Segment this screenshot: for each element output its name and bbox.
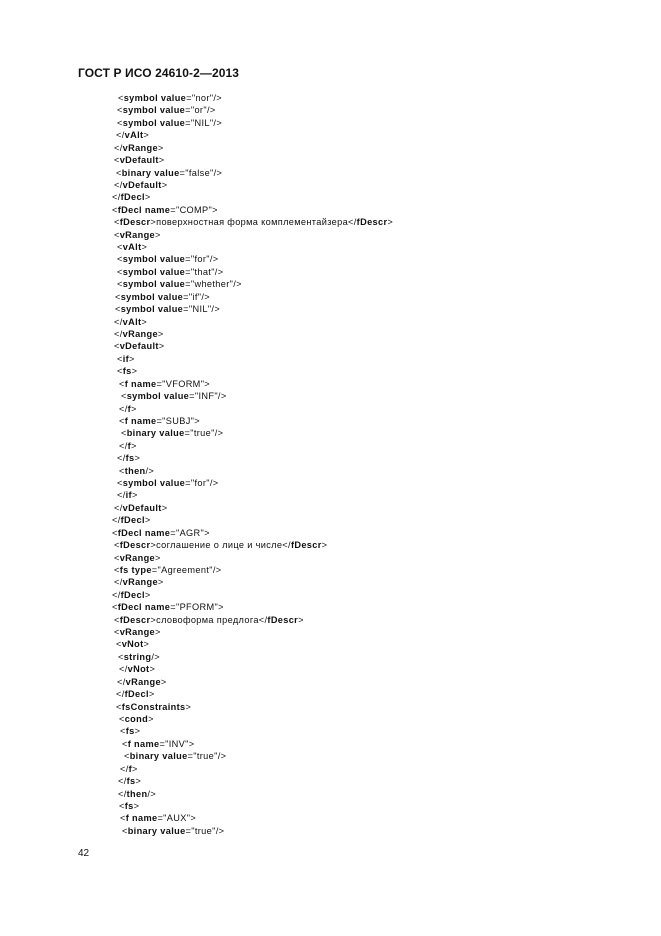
code-line bbox=[114, 142, 164, 154]
code-text: > bbox=[149, 664, 156, 675]
code-tag-name: fDecl name bbox=[117, 602, 171, 613]
code-text: < bbox=[116, 639, 122, 650]
code-tag-name: fDescr bbox=[119, 614, 151, 625]
code-line bbox=[117, 104, 216, 116]
code-tag-name: symbol value bbox=[120, 304, 184, 315]
code-text: < bbox=[120, 813, 126, 824]
code-tag-name: if bbox=[122, 353, 130, 364]
code-text: </ bbox=[119, 403, 128, 414]
code-text: < bbox=[117, 353, 123, 364]
code-text: > bbox=[148, 714, 154, 724]
code-tag-name: fDescr bbox=[356, 217, 388, 228]
code-tag-name: vRange bbox=[119, 229, 156, 240]
code-line bbox=[117, 489, 138, 501]
code-line bbox=[114, 229, 161, 241]
code-tag-name: symbol value bbox=[120, 291, 184, 302]
code-text: ="false"/> bbox=[179, 167, 223, 178]
code-line bbox=[116, 638, 149, 650]
code-text: ="INF"/> bbox=[189, 391, 227, 402]
code-line bbox=[121, 390, 227, 402]
code-text: </ bbox=[118, 776, 127, 787]
code-tag-name: symbol value bbox=[122, 105, 186, 116]
code-line bbox=[117, 253, 218, 265]
code-text: ="SUBJ"> bbox=[156, 415, 200, 426]
code-text: ="nor"/> bbox=[186, 93, 223, 103]
code-tag-name: vRange bbox=[122, 328, 158, 339]
code-text: > bbox=[134, 726, 141, 737]
code-line bbox=[122, 738, 194, 750]
code-text: < bbox=[124, 751, 130, 762]
code-line bbox=[116, 688, 155, 700]
code-line bbox=[117, 676, 167, 688]
code-text: > bbox=[131, 366, 138, 377]
code-tag-name: fDecl bbox=[120, 192, 145, 203]
code-text: > bbox=[129, 353, 135, 364]
code-tag-name: vRange bbox=[119, 627, 156, 638]
code-line bbox=[119, 663, 155, 675]
code-line bbox=[119, 800, 139, 812]
code-text: < bbox=[117, 279, 123, 290]
code-text: > bbox=[155, 229, 161, 240]
code-text: < bbox=[119, 714, 125, 724]
code-text: > bbox=[144, 515, 151, 526]
code-text: > bbox=[321, 540, 328, 551]
code-tag-name: vAlt bbox=[122, 242, 142, 253]
code-text: < bbox=[114, 614, 120, 625]
code-tag-name: symbol value bbox=[122, 279, 186, 290]
code-line bbox=[118, 651, 160, 663]
code-tag-name: cond bbox=[124, 714, 149, 724]
code-tag-name: fs bbox=[126, 776, 136, 787]
code-line bbox=[114, 564, 221, 576]
code-tag-name: binary value bbox=[127, 825, 186, 836]
code-line bbox=[118, 788, 156, 800]
code-tag-name: vRange bbox=[122, 142, 158, 153]
code-tag-name: fDescr bbox=[267, 614, 299, 625]
code-text: < bbox=[119, 378, 125, 389]
code-tag-name: f name bbox=[125, 813, 158, 824]
code-tag-name: fs bbox=[125, 453, 135, 464]
code-line bbox=[117, 477, 218, 489]
code-line bbox=[114, 502, 167, 514]
code-line bbox=[116, 701, 191, 713]
code-text: < bbox=[120, 726, 126, 737]
code-tag-name: symbol value bbox=[123, 93, 187, 103]
code-line bbox=[119, 465, 154, 477]
code-text: > bbox=[131, 490, 138, 501]
code-line bbox=[122, 825, 224, 837]
code-tag-name: f bbox=[128, 763, 133, 774]
code-text: ="whether"/> bbox=[185, 279, 242, 290]
code-line bbox=[114, 626, 161, 638]
code-tag-name: symbol value bbox=[122, 254, 186, 265]
code-tag-name: fs bbox=[125, 726, 135, 737]
code-text: < bbox=[117, 266, 123, 277]
code-text: < bbox=[121, 428, 127, 439]
code-text: < bbox=[115, 291, 121, 302]
code-tag-name: f name bbox=[127, 738, 160, 749]
code-text: ="true"/> bbox=[184, 428, 224, 439]
code-line bbox=[118, 775, 141, 787]
code-line bbox=[114, 154, 165, 166]
code-text: > bbox=[161, 179, 168, 190]
code-line bbox=[119, 713, 154, 725]
code-text: < bbox=[114, 341, 120, 352]
code-text: ="AUX"> bbox=[157, 813, 197, 824]
code-text: ="Agreement"/> bbox=[151, 564, 222, 575]
code-tag-name: fs bbox=[124, 800, 134, 811]
code-line bbox=[117, 117, 222, 129]
code-text: </ bbox=[112, 192, 121, 203]
code-tag-name: symbol value bbox=[122, 266, 186, 277]
code-text: >словоформа предлога</ bbox=[150, 614, 268, 625]
code-line bbox=[116, 129, 149, 141]
code-text: </ bbox=[114, 502, 123, 513]
code-text: < bbox=[114, 229, 120, 240]
code-tag-name: fDescr bbox=[119, 540, 151, 551]
code-tag-name: fs type bbox=[119, 564, 152, 575]
code-text: < bbox=[114, 627, 120, 638]
code-text: > bbox=[148, 689, 155, 700]
code-tag-name: fDescr bbox=[119, 217, 151, 228]
code-text: < bbox=[122, 738, 128, 749]
code-line bbox=[112, 191, 151, 203]
code-text: ="INV"> bbox=[159, 738, 195, 749]
code-tag-name: fDecl bbox=[120, 515, 145, 526]
code-line bbox=[114, 216, 393, 228]
code-text: < bbox=[116, 167, 122, 178]
code-text: >поверхностная форма комплементайзера</ bbox=[150, 217, 357, 228]
code-tag-name: vAlt bbox=[124, 130, 144, 141]
code-text: ="COMP"> bbox=[170, 204, 218, 215]
code-tag-name: then bbox=[124, 465, 146, 476]
code-tag-name: fDescr bbox=[290, 540, 322, 551]
code-text: ="NIL"/> bbox=[183, 304, 221, 315]
code-text: > bbox=[133, 800, 140, 811]
code-tag-name: string bbox=[123, 651, 152, 662]
code-tag-name: binary value bbox=[121, 167, 180, 178]
code-text: < bbox=[119, 465, 125, 476]
code-tag-name: fDecl bbox=[124, 689, 149, 700]
code-text: < bbox=[112, 204, 118, 215]
code-text: > bbox=[158, 341, 165, 352]
code-text: > bbox=[141, 242, 148, 253]
page-number: 42 bbox=[78, 848, 90, 859]
code-text: < bbox=[114, 552, 120, 563]
code-tag-name: fDecl name bbox=[117, 527, 171, 538]
code-text: </ bbox=[114, 577, 123, 588]
code-tag-name: vNot bbox=[121, 639, 144, 650]
code-tag-name: vNot bbox=[127, 664, 150, 675]
code-text: < bbox=[112, 602, 118, 613]
code-tag-name: symbol value bbox=[122, 117, 186, 128]
code-text: </ bbox=[119, 440, 128, 451]
code-tag-name: fs bbox=[122, 366, 132, 377]
code-line bbox=[119, 403, 137, 415]
code-text: < bbox=[121, 391, 127, 402]
code-line bbox=[119, 440, 137, 452]
code-line bbox=[114, 316, 147, 328]
code-text: ="true"/> bbox=[185, 825, 225, 836]
code-text: </ bbox=[112, 515, 121, 526]
code-text: < bbox=[117, 254, 123, 265]
code-text: </ bbox=[117, 676, 126, 687]
code-tag-name: symbol value bbox=[126, 391, 190, 402]
code-text: /> bbox=[145, 465, 155, 476]
code-text: < bbox=[122, 825, 128, 836]
code-tag-name: binary value bbox=[126, 428, 185, 439]
code-text: </ bbox=[118, 788, 127, 799]
code-text: ="NIL"/> bbox=[185, 117, 223, 128]
code-text: </ bbox=[114, 328, 123, 339]
code-line bbox=[121, 427, 223, 439]
code-text: ="true"/> bbox=[187, 751, 227, 762]
code-text: < bbox=[116, 701, 122, 712]
code-text: > bbox=[134, 453, 141, 464]
code-line bbox=[117, 353, 135, 365]
code-text: < bbox=[119, 415, 125, 426]
code-line bbox=[112, 589, 151, 601]
code-line bbox=[112, 601, 224, 613]
code-line bbox=[117, 278, 242, 290]
code-line bbox=[114, 340, 165, 352]
code-text: < bbox=[118, 651, 124, 662]
code-text: </ bbox=[119, 664, 128, 675]
code-text: > bbox=[141, 316, 148, 327]
code-text: ="PFORM"> bbox=[170, 602, 224, 613]
code-line bbox=[119, 415, 200, 427]
code-line bbox=[114, 179, 167, 191]
code-text: < bbox=[114, 217, 120, 228]
code-text: ="for"/> bbox=[185, 254, 219, 265]
code-line bbox=[114, 614, 304, 626]
code-tag-name: vDefault bbox=[122, 502, 162, 513]
code-text: < bbox=[114, 564, 120, 575]
code-text: ="or"/> bbox=[185, 105, 216, 116]
code-text: < bbox=[119, 800, 125, 811]
code-tag-name: f name bbox=[124, 378, 157, 389]
code-text: > bbox=[144, 192, 151, 203]
code-tag-name: symbol value bbox=[122, 478, 186, 489]
code-text: > bbox=[157, 577, 164, 588]
code-text: > bbox=[298, 614, 304, 625]
code-tag-name: vAlt bbox=[122, 316, 142, 327]
code-text: < bbox=[115, 304, 121, 315]
code-text: < bbox=[114, 155, 120, 166]
code-text: > bbox=[155, 552, 161, 563]
code-text: ="that"/> bbox=[185, 266, 224, 277]
code-line bbox=[116, 167, 222, 179]
code-tag-name: f name bbox=[124, 415, 157, 426]
code-text: > bbox=[158, 155, 165, 166]
code-line bbox=[124, 750, 226, 762]
code-tag-name: vRange bbox=[125, 676, 161, 687]
code-text: > bbox=[135, 776, 142, 787]
code-line bbox=[118, 92, 222, 104]
code-tag-name: fsConstraints bbox=[121, 701, 186, 712]
code-text: < bbox=[117, 478, 123, 489]
code-text: < bbox=[117, 242, 123, 253]
code-text: </ bbox=[112, 589, 121, 600]
code-text: /> bbox=[147, 788, 157, 799]
code-line bbox=[112, 204, 218, 216]
code-text: ="AGR"> bbox=[170, 527, 210, 538]
code-line bbox=[112, 527, 210, 539]
code-line bbox=[117, 266, 223, 278]
code-text: </ bbox=[114, 316, 123, 327]
code-text: < bbox=[117, 117, 123, 128]
code-tag-name: vDefault bbox=[119, 155, 159, 166]
code-tag-name: then bbox=[126, 788, 148, 799]
code-line bbox=[119, 378, 210, 390]
code-text: > bbox=[157, 142, 164, 153]
page-header: ГОСТ Р ИСО 24610-2—2013 bbox=[78, 66, 240, 80]
code-tag-name: vRange bbox=[119, 552, 156, 563]
code-tag-name: fDecl bbox=[120, 589, 145, 600]
code-line bbox=[114, 539, 327, 551]
code-text: < bbox=[112, 527, 118, 538]
code-text: /> bbox=[151, 651, 160, 662]
code-line bbox=[120, 725, 140, 737]
code-text: > bbox=[185, 701, 192, 712]
code-text: < bbox=[114, 540, 120, 551]
code-line bbox=[114, 328, 164, 340]
code-text: </ bbox=[117, 490, 126, 501]
code-tag-name: if bbox=[125, 490, 132, 501]
code-text: > bbox=[387, 217, 394, 228]
code-text: < bbox=[117, 366, 123, 377]
code-text: </ bbox=[116, 130, 125, 141]
code-line bbox=[115, 303, 220, 315]
code-text: > bbox=[132, 763, 138, 774]
code-line bbox=[115, 291, 210, 303]
code-text: </ bbox=[114, 179, 123, 190]
code-text: > bbox=[131, 403, 137, 414]
code-text: </ bbox=[114, 142, 123, 153]
code-line bbox=[114, 576, 164, 588]
code-line bbox=[120, 763, 138, 775]
code-line bbox=[117, 452, 140, 464]
code-text: > bbox=[131, 440, 137, 451]
code-line bbox=[117, 365, 137, 377]
code-line bbox=[120, 812, 196, 824]
code-text: </ bbox=[120, 763, 129, 774]
code-text: > bbox=[157, 328, 164, 339]
code-text: < bbox=[118, 93, 124, 103]
code-text: ="if"/> bbox=[183, 291, 210, 302]
code-tag-name: f bbox=[127, 440, 132, 451]
code-tag-name: vDefault bbox=[122, 179, 162, 190]
code-line bbox=[112, 514, 151, 526]
code-line bbox=[114, 552, 161, 564]
code-tag-name: vDefault bbox=[119, 341, 159, 352]
code-line bbox=[117, 241, 147, 253]
code-text: > bbox=[155, 627, 161, 638]
code-text: > bbox=[143, 130, 150, 141]
code-text: </ bbox=[116, 689, 125, 700]
code-text: < bbox=[117, 105, 123, 116]
code-tag-name: binary value bbox=[129, 751, 188, 762]
code-tag-name: fDecl name bbox=[117, 204, 171, 215]
code-text: > bbox=[143, 639, 150, 650]
code-text: > bbox=[161, 502, 168, 513]
code-tag-name: f bbox=[127, 403, 132, 414]
code-text: ="for"/> bbox=[185, 478, 219, 489]
code-text: >соглашение о лице и числе</ bbox=[150, 540, 291, 551]
code-text: ="VFORM"> bbox=[156, 378, 211, 389]
code-text: </ bbox=[117, 453, 126, 464]
code-tag-name: vRange bbox=[122, 577, 158, 588]
code-text: > bbox=[144, 589, 151, 600]
code-text: > bbox=[160, 676, 167, 687]
